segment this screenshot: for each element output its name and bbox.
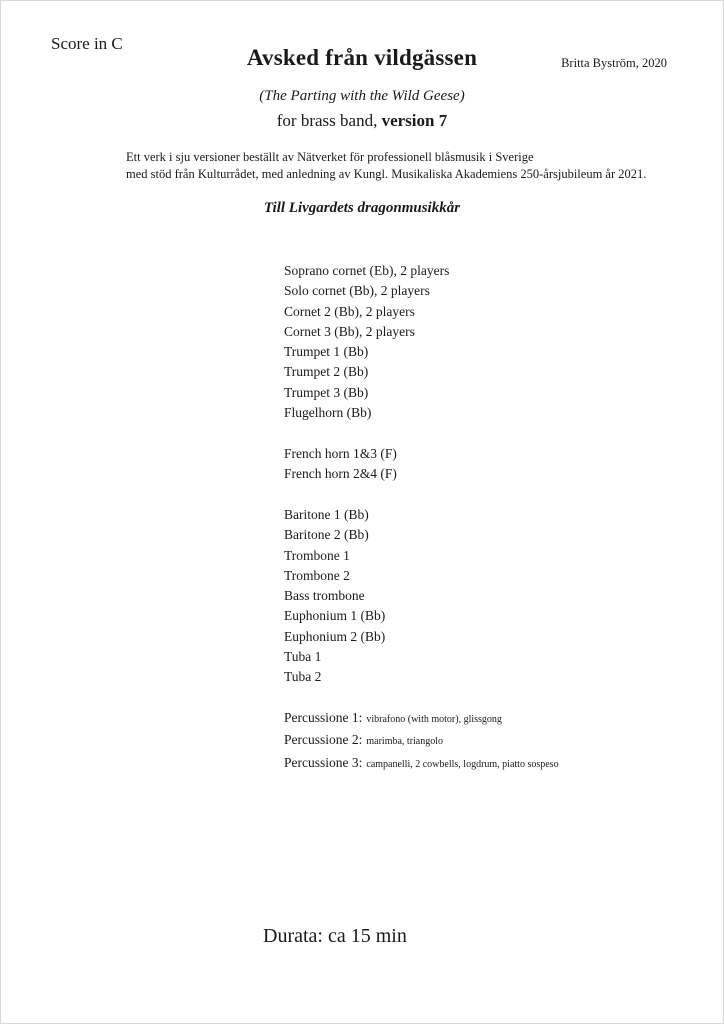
- instrument-item: Trombone 2: [284, 567, 350, 583]
- work-title: Avsked från vildgässen: [246, 45, 478, 70]
- instrument-item: Bass trombone: [284, 588, 365, 604]
- instrument-group-horns: [284, 444, 559, 485]
- instrument-item: Trumpet 2 (Bb): [284, 364, 369, 380]
- instrument-list: [284, 261, 559, 775]
- instrument-item: Soprano cornet (Eb), 2 players: [284, 263, 450, 278]
- score-in-c-label: Score in C: [51, 34, 123, 53]
- instrument-group-low-brass: [284, 505, 559, 688]
- percussion-item: [284, 730, 559, 752]
- percussion-detail: marimba, triangolo: [366, 736, 444, 748]
- instrument-item: Solo cornet (Bb), 2 players: [284, 283, 430, 299]
- instrument-item: Trombone 1: [284, 547, 350, 563]
- instrument-item: French horn 1&3 (F): [284, 445, 397, 461]
- instrument-item: Tuba 1: [284, 649, 322, 665]
- scoring-prefix: for brass band,: [276, 111, 382, 130]
- instrument-item: Euphonium 1 (Bb): [284, 608, 386, 624]
- instrument-item: Euphonium 2 (Bb): [284, 628, 386, 644]
- composer-credit: Britta Byström, 2020: [561, 56, 667, 70]
- percussion-label: Percussione 1:: [284, 710, 363, 726]
- scoring-line: [1, 111, 723, 131]
- instrument-group-cornets-trumpets: [284, 261, 559, 423]
- percussion-label: Percussione 2:: [284, 732, 363, 748]
- percussion-detail: vibrafono (with motor), glissgong: [366, 714, 502, 726]
- instrument-item: Baritone 2 (Bb): [284, 527, 369, 543]
- scoring-version: version 7: [381, 111, 448, 130]
- duration-note: Durata: ca 15 min: [263, 925, 407, 947]
- commission-line-2: med stöd från Kulturrådet, med anledning av Kungl. Musikaliska Akademiens 250-årsjubileum år 2021.: [126, 167, 647, 181]
- instrument-group-percussion: [284, 708, 559, 775]
- percussion-detail: campanelli, 2 cowbells, logdrum, piatto sospeso: [366, 758, 559, 770]
- percussion-label: Percussione 3:: [284, 754, 363, 770]
- percussion-item: [284, 753, 559, 775]
- commission-note: [126, 149, 646, 183]
- instrument-item: Cornet 3 (Bb), 2 players: [284, 323, 415, 339]
- dedication: Till Livgardets dragonmusikkår: [263, 200, 461, 216]
- instrument-item: French horn 2&4 (F): [284, 466, 397, 482]
- instrument-item: Trumpet 3 (Bb): [284, 384, 369, 400]
- instrument-item: Cornet 2 (Bb), 2 players: [284, 303, 415, 319]
- work-subtitle: (The Parting with the Wild Geese): [259, 88, 465, 104]
- commission-line-1: Ett verk i sju versioner beställt av Nätverket för professionell blåsmusik i Sverige: [126, 150, 534, 164]
- instrument-item: Tuba 2: [284, 669, 322, 685]
- instrument-item: Flugelhorn (Bb): [284, 405, 372, 421]
- instrument-item: Baritone 1 (Bb): [284, 506, 369, 522]
- instrument-item: Trumpet 1 (Bb): [284, 344, 369, 360]
- percussion-item: [284, 708, 559, 730]
